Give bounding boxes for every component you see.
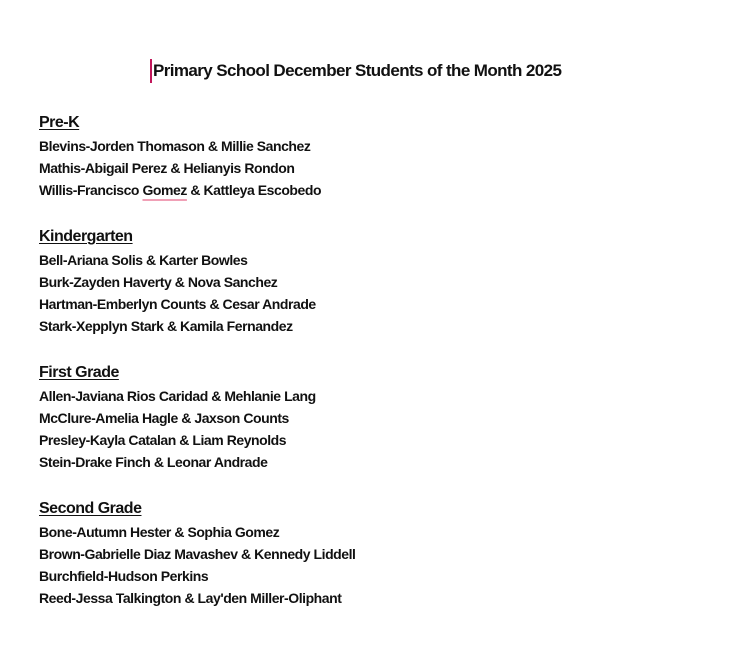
student-line[interactable]: Burchfield-Hudson Perkins [39,568,209,584]
student-line[interactable]: McClure-Amelia Hagle & Jaxson Counts [39,410,289,426]
student-line[interactable]: Presley-Kayla Catalan & Liam Reynolds [39,432,287,448]
section-first-grade [39,361,316,473]
student-line[interactable]: Allen-Javiana Rios Caridad & Mehlanie Lang [39,388,316,404]
student-line[interactable]: Bell-Ariana Solis & Karter Bowles [39,252,248,268]
student-line[interactable]: Burk-Zayden Haverty & Nova Sanchez [39,274,278,290]
spellcheck-flagged-word[interactable]: Gomez [142,182,187,198]
line-text: Willis-Francisco [39,182,143,198]
section-kindergarten [39,225,316,337]
section-heading[interactable]: First Grade [39,364,119,381]
student-line[interactable]: Mathis-Abigail Perez & Helianyis Rondon [39,160,295,176]
section-heading[interactable]: Pre-K [39,114,80,131]
title-row [150,58,561,84]
section-second-grade [39,497,356,609]
student-line[interactable] [39,179,321,201]
line-text: & Kattleya Escobedo [186,182,322,198]
student-line[interactable]: Stark-Xepplyn Stark & Kamila Fernandez [39,318,293,334]
student-line[interactable]: Bone-Autumn Hester & Sophia Gomez [39,524,280,540]
text-cursor [150,59,152,83]
section-heading[interactable]: Second Grade [39,500,142,517]
student-line[interactable]: Stein-Drake Finch & Leonar Andrade [39,454,268,470]
document-title[interactable]: Primary School December Students of the Month 2025 [153,61,562,80]
student-line[interactable]: Blevins-Jorden Thomason & Millie Sanchez [39,138,311,154]
student-line[interactable]: Reed-Jessa Talkington & Lay'den Miller-Oliphant [39,590,342,606]
student-line[interactable]: Brown-Gabrielle Diaz Mavashev & Kennedy Liddell [39,546,356,562]
student-line[interactable]: Hartman-Emberlyn Counts & Cesar Andrade [39,296,316,312]
section-heading[interactable]: Kindergarten [39,228,133,245]
section-pre-k [39,111,321,201]
